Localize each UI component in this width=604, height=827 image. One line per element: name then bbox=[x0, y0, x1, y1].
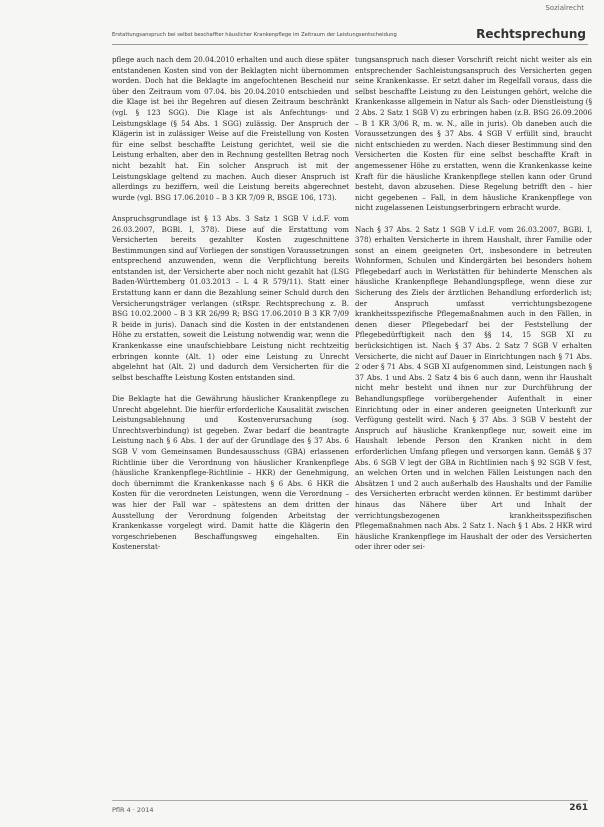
left-column bbox=[112, 55, 349, 564]
header-rule bbox=[112, 44, 588, 45]
paragraph: Anspruchsgrundlage ist § 13 Abs. 3 Satz 1 SGB V i.d.F. vom 26.03.2007, BGBl. I, 378). Diese auf die Erstattung vom Versicherten bereits gezahlter Kosten zugeschnittene Bestimmungen sind auf Vorliegen der sonstigen Voraussetzungen entsprechend anzuwenden, wenn die Verpflichtung bereits entstanden ist, der Versicherte aber noch nicht gezahlt hat (LSG Baden-Württemberg 01.03.2013 – L 4 R 579/11). Statt einer Erstattung kann er dann die Bezahlung seiner Schuld durch den Versicherungsträger verlangen (stRspr. Rechtsprechung z. B. BSG 10.02.2000 – B 3 KR 26/99 R; BSG 17.06.2010 B 3 KR 7/09 R beide in juris). Danach sind die Kosten in der entstandenen Höhe zu erstatten, soweit die Leistung notwendig war, wenn die Krankenkasse eine unaufschiebbare Leistung nicht rechtzeitig erbringen konnte (Alt. 1) oder eine Leistung zu Unrecht abgelehnt hat (Alt. 2) und dadurch dem Versicherten für die selbst beschaffte Leistung Kosten entstanden sind. bbox=[112, 213, 349, 382]
footer-rule bbox=[112, 800, 588, 801]
paragraph: pflege auch nach dem 20.04.2010 erhalten und auch diese später entstandenen Kosten sind von der Beklagten nicht übernommen worden. Doch hat die Beklagte im angefochtenen Bescheid nur über den Zeitraum vom 07.04. bis 20.04.2010 entschieden und die Klage ist bei ihr Begehren auf diesen Zeitraum beschränkt (vgl. § 123 SGG). Die Klage ist als Anfechtungs- und Leistungsklage (§ 54 Abs. 1 SGG) zulässig. Der Anspruch der Klägerin ist in zulässiger Weise auf die Freistellung von Kosten für eine selbst beschaffte Leistung gerichtet, weil sie die Leistung erhalten, aber den in Rechnung gestellten Betrag noch nicht bezahlt hat. Ein solcher Anspruch ist mit der Leistungsklage geltend zu machen. Auch dieser Anspruch ist allerdings zu beziffern, weil die Leistung bereits abgerechnet wurde (vgl. BSG 17.06.2010 – B 3 KR 7/09 R, BSGE 106, 173). bbox=[112, 55, 349, 202]
right-column bbox=[355, 55, 592, 564]
section-label: Sozialrecht bbox=[545, 4, 584, 12]
page-number: 261 bbox=[569, 803, 588, 813]
running-title: Erstattungsanspruch bei selbst beschaffter häuslicher Krankenpflege im Zeitraum der Leistungsentscheidung bbox=[112, 32, 397, 38]
header-section: Rechtsprechung bbox=[476, 27, 586, 41]
paragraph: Nach § 37 Abs. 2 Satz 1 SGB V i.d.F. vom 26.03.2007, BGBl. I, 378) erhalten Versicherte in ihrem Haushalt, ihrer Familie oder sonst an einem geeigneten Ort, insbesondere in betreuten Wohnformen, Schulen und Kindergärten bei besonders hohem Pflegebedarf auch in Werkstätten für behinderte Menschen als häusliche Krankenpflege Behandlungspflege, wenn diese zur Sicherung des Ziels der ärztlichen Behandlung erforderlich ist; der Anspruch umfasst verrichtungsbezogene krankheitsspezifische Pflegemaßnahmen auch in den Fällen, in denen dieser Pflegebedarf bei der Feststellung der Pflegebedürftigkeit nach den §§ 14, 15 SGB XI zu berücksichtigen ist. Nach § 37 Abs. 2 Satz 7 SGB V erhalten Versicherte, die nicht auf Dauer in Einrichtungen nach § 71 Abs. 2 oder § 71 Abs. 4 SGB XI aufgenommen sind, Leistungen nach § 37 Abs. 1 und Abs. 2 Satz 4 bis 6 auch dann, wenn ihr Haushalt nicht mehr besteht und ihnen nur zur Durchführung der Behandlungspflege vorübergehender Aufenthalt in einer Einrichtung oder in einer anderen geeigneten Unterkunft zur Verfügung gestellt wird. Nach § 37 Abs. 3 SGB V besteht der Anspruch auf häusliche Krankenpflege nur, soweit eine im Haushalt lebende Person den Kranken nicht in dem erforderlichen Umfang pflegen und versorgen kann. Gemäß § 37 Abs. 6 SGB V legt der GBA in Richtlinien nach § 92 SGB V fest, an welchen Orten und in welchen Fällen Leistungen nach den Absätzen 1 und 2 auch außerhalb des Haushalts und der Familie des Versicherten erbracht werden können. Er bestimmt darüber hinaus das Nähere über Art und Inhalt der verrichtungsbezogenen krankheitsspezifischen Pflegemaßnahmen nach Abs. 2 Satz 1. Nach § 1 Abs. 2 HKR wird häusliche Krankenpflege im Haushalt der oder des Versicherten oder ihrer oder sei- bbox=[355, 224, 592, 552]
paragraph: tungsanspruch nach dieser Vorschrift reicht nicht weiter als ein entsprechender Sachleistungsanspruch des Versicherten gegen seine Krankenkasse. Er setzt daher im Regelfall voraus, dass die selbst beschaffte Leistung zu den Leistungen gehört, welche die Krankenkasse allgemein in Natur als Sach- oder Dienstleistung (§ 2 Abs. 2 Satz 1 SGB V) zu erbringen haben (z.B. BSG 26.09.2006 – B 1 KR 3/06 R, m. w. N., alle in juris). Ob daneben auch die Voraussetzungen des § 37 Abs. 4 SGB V erfüllt sind, braucht nicht entschieden zu werden. Nach dieser Bestimmung sind den Versicherten die Kosten für eine selbst beschaffte Kraft in angemessener Höhe zu erstatten, wenn die Krankenkasse keine Kraft für die häusliche Krankenpflege stellen kann oder Grund besteht, davon abzusehen. Diese Regelung betrifft den – hier nicht gegebenen – Fall, in dem häusliche Krankenpflege von nicht zugelassenen Leistungserbringern erbracht wurde. bbox=[355, 55, 592, 213]
journal-issue: PflR 4 · 2014 bbox=[112, 806, 154, 814]
paragraph: Die Beklagte hat die Gewährung häuslicher Krankenpflege zu Unrecht abgelehnt. Die hierfür erforderliche Kausalität zwischen Leistungsablehnung und Kostenverursachung (sog. Unrechtsverbindung) ist gegeben. Zwar bedarf die beantragte Leistung nach § 6 Abs. 1 der auf der Grundlage des § 37 Abs. 6 SGB V vom Gemeinsamen Bundesausschuss (GBA) erlassenen Richtlinie über die Verordnung von häuslicher Krankenpflege (häusliche Krankenpflege-Richtlinie – HKR) der Genehmigung, doch übernimmt die Krankenkasse nach § 6 Abs. 6 HKR die Kosten für die verordneten Leistungen, wenn die Verordnung – was hier der Fall war – spätestens an dem dritten der Ausstellung der Verordnung folgenden Arbeitstag der Krankenkasse vorgelegt wird. Damit hatte die Klägerin den vorgeschriebenen Beschaffungsweg eingehalten. Ein Kostenerstat- bbox=[112, 394, 349, 552]
